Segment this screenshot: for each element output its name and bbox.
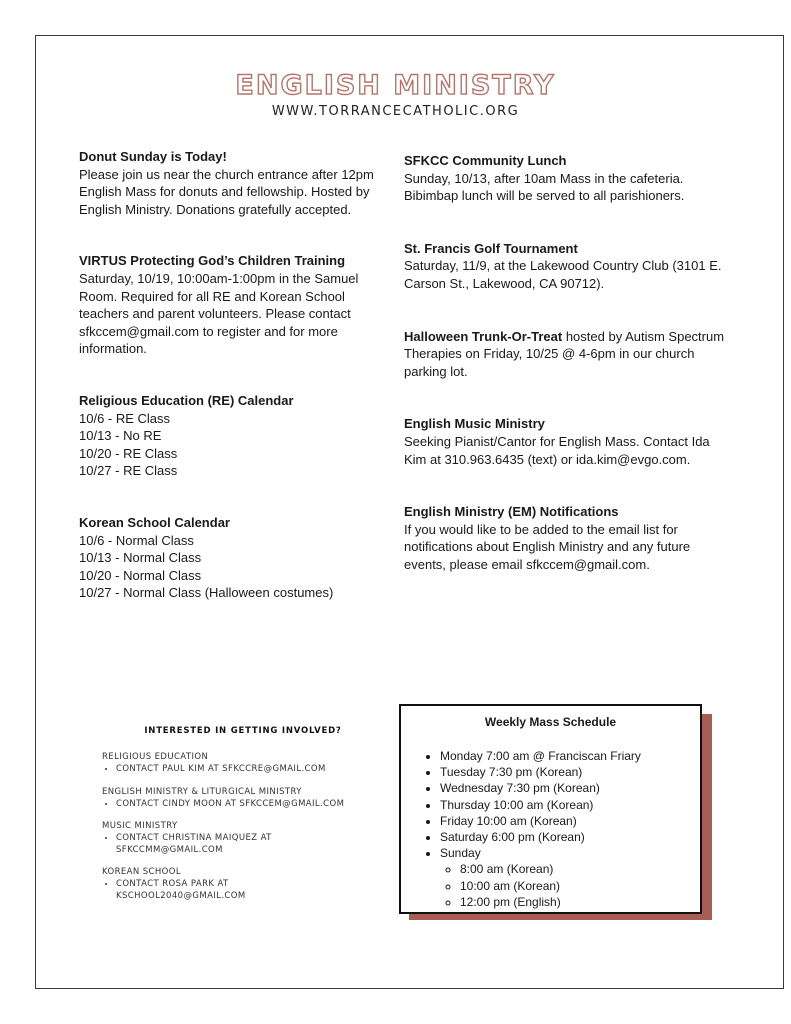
contact-item [116,879,392,902]
community-lunch-section [404,152,734,205]
korean-calendar-heading: Korean School Calendar [79,514,230,530]
body-line: notifications about English Ministry and any future [404,539,691,555]
sunday-time: ◦ 12:00 pm (English) [460,894,700,910]
donut-sunday-body [79,166,384,219]
mass-schedule-box [399,704,702,914]
notifications-body [404,521,734,574]
mass-day: • Wednesday 7:30 pm (Korean) [440,780,700,796]
contact-item: • CONTACT PAUL KIM AT SFKCCRE@GMAIL.COM [116,764,392,776]
body-line: teachers and parent volunteers. Please contact [79,306,351,322]
sunday-time: ◦ 10:00 am (Korean) [460,878,700,894]
body-line: English Mass for donuts and fellowship. Hosted by [79,184,370,200]
mass-schedule-heading: Weekly Mass Schedule [484,715,617,729]
body-line: Saturday, 11/9, at the Lakewood Country Club (3101 E. [404,258,722,274]
ministry-title: ENGLISH MINISTRY & LITURGICAL MINISTRY [102,786,302,797]
community-lunch-body [404,170,734,205]
mass-day: • Tuesday 7:30 pm (Korean) [440,764,700,780]
music-ministry-heading: English Music Ministry [404,416,545,432]
re-calendar-heading: Religious Education (RE) Calendar [79,392,294,408]
music-ministry-body [404,433,734,468]
donut-sunday-heading: Donut Sunday is Today! [79,149,227,164]
contact-line: KSCHOOL2040@GMAIL.COM [116,890,246,901]
virtus-section [79,252,384,358]
calendar-entry: 10/20 - Normal Class [79,567,202,583]
contact-list [102,764,392,776]
body-line: Seeking Pianist/Cantor for English Mass. Contact Ida [404,433,710,449]
contact-item [116,833,392,856]
mass-day-sunday [440,845,700,910]
body-line: Room. Required for all RE and Korean School [79,288,345,304]
right-column [404,152,734,574]
involved-group [102,867,392,902]
sunday-times-list [440,861,700,910]
body-line: Saturday, 10/19, 10:00am-1:00pm in the Samuel [79,270,359,286]
virtus-body [79,270,384,358]
halloween-body [404,328,734,381]
left-column [79,148,384,602]
calendar-entry: 10/6 - RE Class [79,410,171,426]
notifications-section [404,503,734,573]
korean-calendar-list [79,532,384,602]
halloween-title-suffix: hosted by Autism Spectrum [562,328,725,344]
body-line: Kim at 310.963.6435 (text) or ida.kim@evgo.com. [404,451,691,467]
re-calendar-section [79,392,384,480]
calendar-entry: 10/13 - Normal Class [79,550,202,566]
calendar-entry: 10/20 - RE Class [79,445,178,461]
contact-line: CONTACT ROSA PARK AT [116,879,229,889]
halloween-heading: Halloween Trunk-Or-Treat [404,328,563,344]
page-title: ENGLISH MINISTRY [235,70,556,101]
involved-group [102,787,392,811]
body-line: If you would like to be added to the email list for [404,521,678,537]
sunday-label: Sunday [440,846,481,861]
golf-tournament-section [404,240,734,293]
ministry-title: RELIGIOUS EDUCATION [102,752,209,762]
mass-day: • Thursday 10:00 am (Korean) [440,797,700,813]
korean-calendar-section [79,514,384,602]
body-line: Bibimbap lunch will be served to all parishioners. [404,188,685,204]
halloween-section [404,328,734,381]
contact-list [102,879,392,902]
halloween-first-line [404,328,734,346]
mass-day: • Monday 7:00 am @ Franciscan Friary [440,748,700,764]
contact-list [102,799,392,811]
re-calendar-list [79,410,384,480]
body-line: information. [79,341,147,357]
sunday-time: ◦ 8:00 am (Korean) [460,861,700,877]
donut-sunday-section [79,148,384,218]
involved-group [102,821,392,856]
body-line: parking lot. [404,363,468,379]
contact-line: CONTACT CHRISTINA MAIQUEZ AT [116,833,272,843]
get-involved-section [102,726,392,913]
mass-day-list [401,748,700,910]
involved-group [102,752,392,776]
calendar-entry: 10/27 - RE Class [79,463,178,479]
calendar-entry: 10/27 - Normal Class (Halloween costumes) [79,585,334,601]
golf-tournament-heading: St. Francis Golf Tournament [404,240,578,256]
body-line: Carson St., Lakewood, CA 90712). [404,275,605,291]
body-line: sfkccem@gmail.com to register and for more [79,323,338,339]
body-line: Sunday, 10/13, after 10am Mass in the cafeteria. [404,170,684,186]
community-lunch-heading: SFKCC Community Lunch [404,153,567,168]
calendar-entry: 10/6 - Normal Class [79,532,194,548]
mass-day: • Saturday 6:00 pm (Korean) [440,829,700,845]
golf-tournament-body [404,257,734,292]
calendar-entry: 10/13 - No RE [79,428,162,444]
body-line: English Ministry. Donations gratefully accepted. [79,201,352,217]
virtus-heading: VIRTUS Protecting God’s Children Training [79,253,346,269]
contact-item: • CONTACT CINDY MOON AT SFKCCEM@GMAIL.COM [116,799,392,811]
contact-line: SFKCCMM@GMAIL.COM [116,844,223,855]
body-line: Please join us near the church entrance after 12pm [79,166,374,182]
body-line: events, please email sfkccem@gmail.com. [404,556,650,572]
music-ministry-section [404,415,734,468]
mass-day: • Friday 10:00 am (Korean) [440,813,700,829]
body-line: Therapies on Friday, 10/25 @ 4-6pm in our church [404,346,695,362]
ministry-title: KOREAN SCHOOL [102,867,181,877]
website-url: WWW.TORRANCECATHOLIC.ORG [271,104,520,119]
notifications-heading: English Ministry (EM) Notifications [404,504,619,520]
ministry-title: MUSIC MINISTRY [102,821,178,831]
get-involved-heading: INTERESTED IN GETTING INVOLVED? [144,726,342,736]
contact-list [102,833,392,856]
